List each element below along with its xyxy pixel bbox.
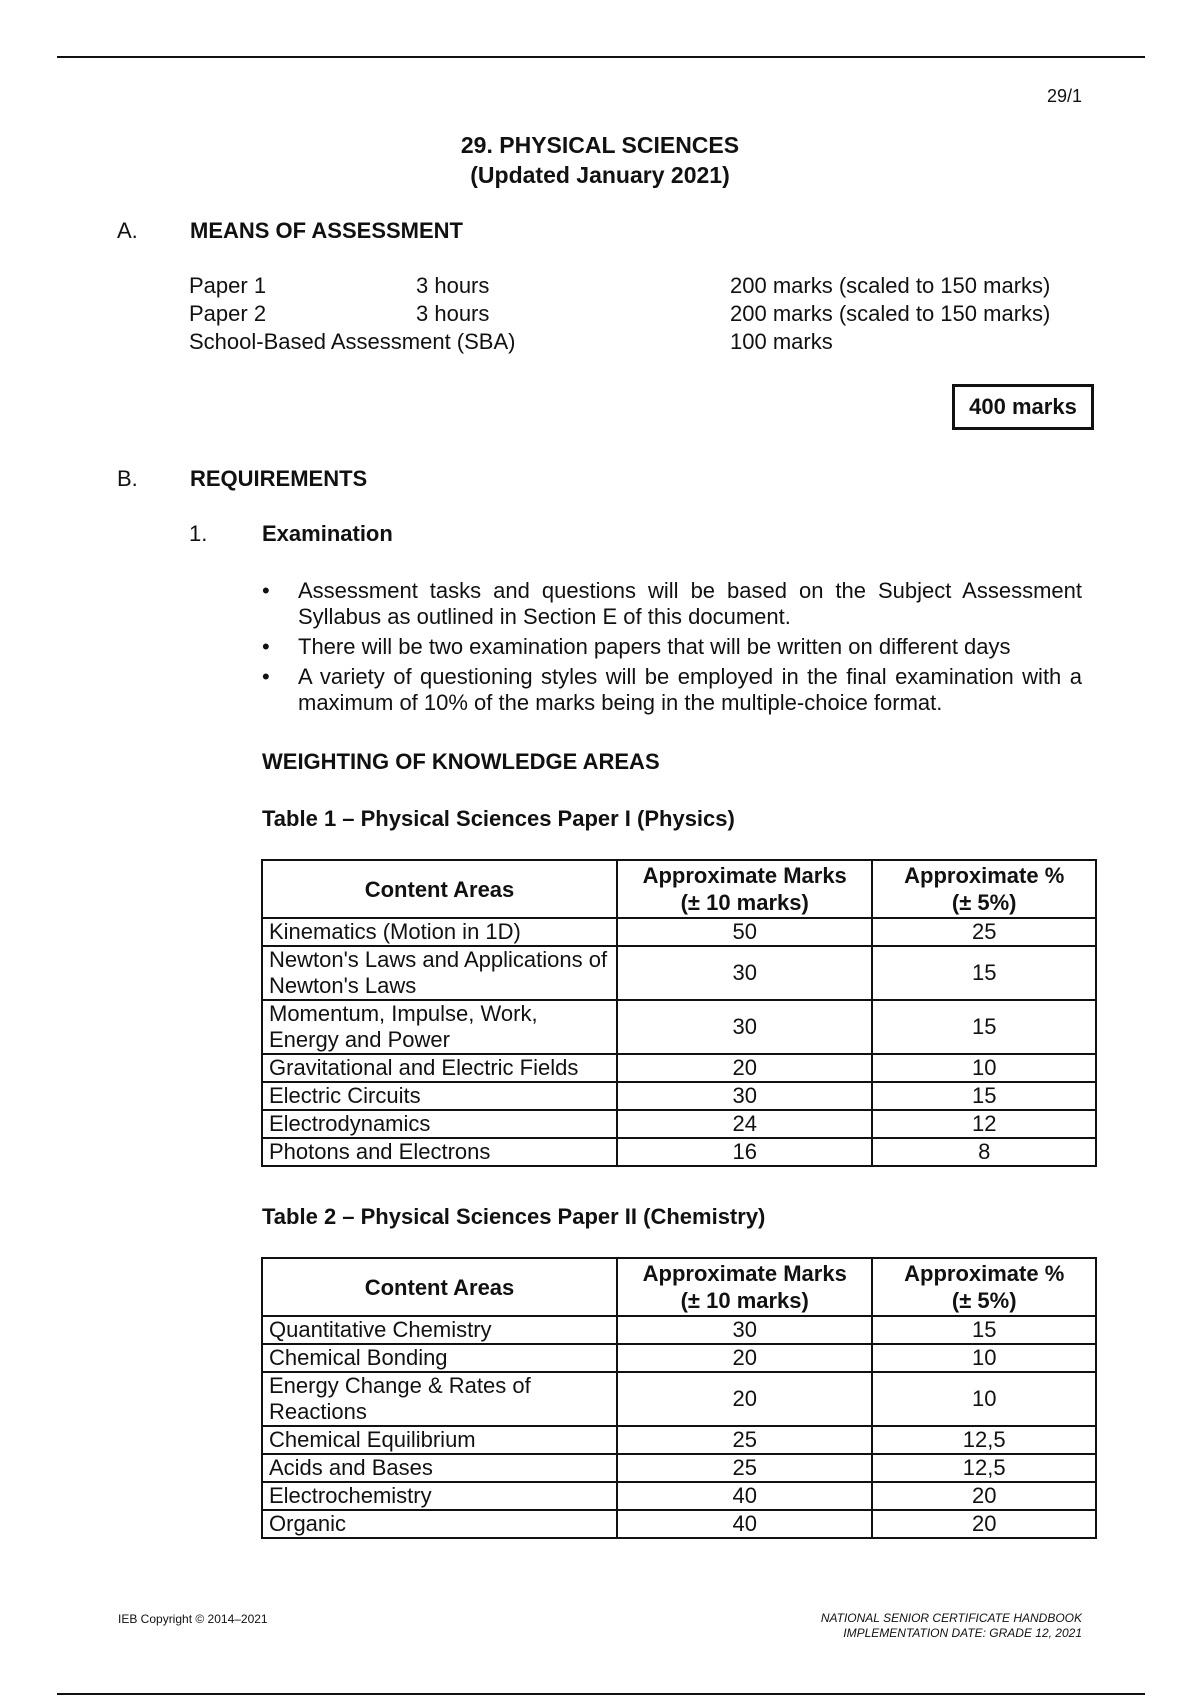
section-b-letter: B. [117, 466, 138, 491]
table-row: Kinematics (Motion in 1D) 50 25 [262, 918, 1096, 946]
means-duration-paper2: 3 hours [416, 301, 490, 326]
list-item: • A variety of questioning styles will be employed in the final examination with a maximum of 10% of the marks being in the multiple-choice format. [262, 664, 1082, 716]
table1-caption: Table 1 – Physical Sciences Paper I (Physics) [262, 806, 735, 831]
table-row: Organic 40 20 [262, 1510, 1096, 1538]
means-marks-paper1: 200 marks (scaled to 150 marks) [730, 273, 1051, 298]
table-header-percent: Approximate % (± 5%) [872, 1258, 1096, 1316]
subsection-number: 1. [189, 521, 208, 546]
physics-table [261, 859, 1097, 1167]
section-b-heading: REQUIREMENTS [190, 466, 368, 491]
table-header-marks: Approximate Marks (± 10 marks) [617, 860, 872, 918]
table-row: Electrodynamics 24 12 [262, 1110, 1096, 1138]
table-row: Energy Change & Rates of Reactions 20 10 [262, 1372, 1096, 1426]
section-a-heading: MEANS OF ASSESSMENT [190, 218, 463, 243]
footer-copyright: IEB Copyright © 2014–2021 [118, 1612, 268, 1626]
table2-caption: Table 2 – Physical Sciences Paper II (Chemistry) [262, 1204, 766, 1229]
table-row: Electric Circuits 30 15 [262, 1082, 1096, 1110]
top-rule [57, 56, 1145, 58]
means-marks-paper2: 200 marks (scaled to 150 marks) [730, 301, 1051, 326]
table-header-content: Content Areas [262, 860, 617, 918]
section-a-letter: A. [117, 218, 138, 243]
table-row: Chemical Equilibrium 25 12,5 [262, 1426, 1096, 1454]
list-item: • Assessment tasks and questions will be based on the Subject Assessment Syllabus as outlined in Section E of this document. [262, 578, 1082, 630]
table-header-percent: Approximate % (± 5%) [872, 860, 1096, 918]
table-row: Quantitative Chemistry 30 15 [262, 1316, 1096, 1344]
table-row: Newton's Laws and Applications of Newton's Laws 30 15 [262, 946, 1096, 1000]
means-item-sba: School-Based Assessment (SBA) [189, 329, 516, 354]
table-header-marks: Approximate Marks (± 10 marks) [617, 1258, 872, 1316]
table-row: Acids and Bases 25 12,5 [262, 1454, 1096, 1482]
subsection-title: Examination [262, 521, 393, 546]
means-marks-sba: 100 marks [730, 329, 833, 354]
total-marks-box: 400 marks [952, 384, 1094, 430]
table-row: Photons and Electrons 16 8 [262, 1138, 1096, 1166]
footer-handbook [821, 1611, 1082, 1641]
title-line-1: 29. PHYSICAL SCIENCES [460, 132, 740, 158]
footer-handbook-line1: NATIONAL SENIOR CERTIFICATE HANDBOOK [820, 1611, 1082, 1625]
weighting-heading: WEIGHTING OF KNOWLEDGE AREAS [262, 749, 660, 774]
means-item-paper2: Paper 2 [189, 301, 267, 326]
bottom-rule [57, 1693, 1145, 1695]
table-row: Chemical Bonding 20 10 [262, 1344, 1096, 1372]
exam-bullet-list [262, 578, 1082, 720]
page-title [0, 130, 1200, 190]
footer-handbook-line2: IMPLEMENTATION DATE: GRADE 12, 2021 [843, 1626, 1082, 1640]
table-row: Momentum, Impulse, Work, Energy and Power 30 15 [262, 1000, 1096, 1054]
title-line-2: (Updated January 2021) [470, 162, 730, 188]
page-number: 29/1 [1046, 86, 1082, 106]
chemistry-table [261, 1257, 1097, 1539]
means-item-paper1: Paper 1 [189, 273, 267, 298]
list-item: • There will be two examination papers that will be written on different days [262, 634, 1082, 660]
table-row: Electrochemistry 40 20 [262, 1482, 1096, 1510]
table-header-content: Content Areas [262, 1258, 617, 1316]
means-duration-paper1: 3 hours [416, 273, 490, 298]
table-row: Gravitational and Electric Fields 20 10 [262, 1054, 1096, 1082]
